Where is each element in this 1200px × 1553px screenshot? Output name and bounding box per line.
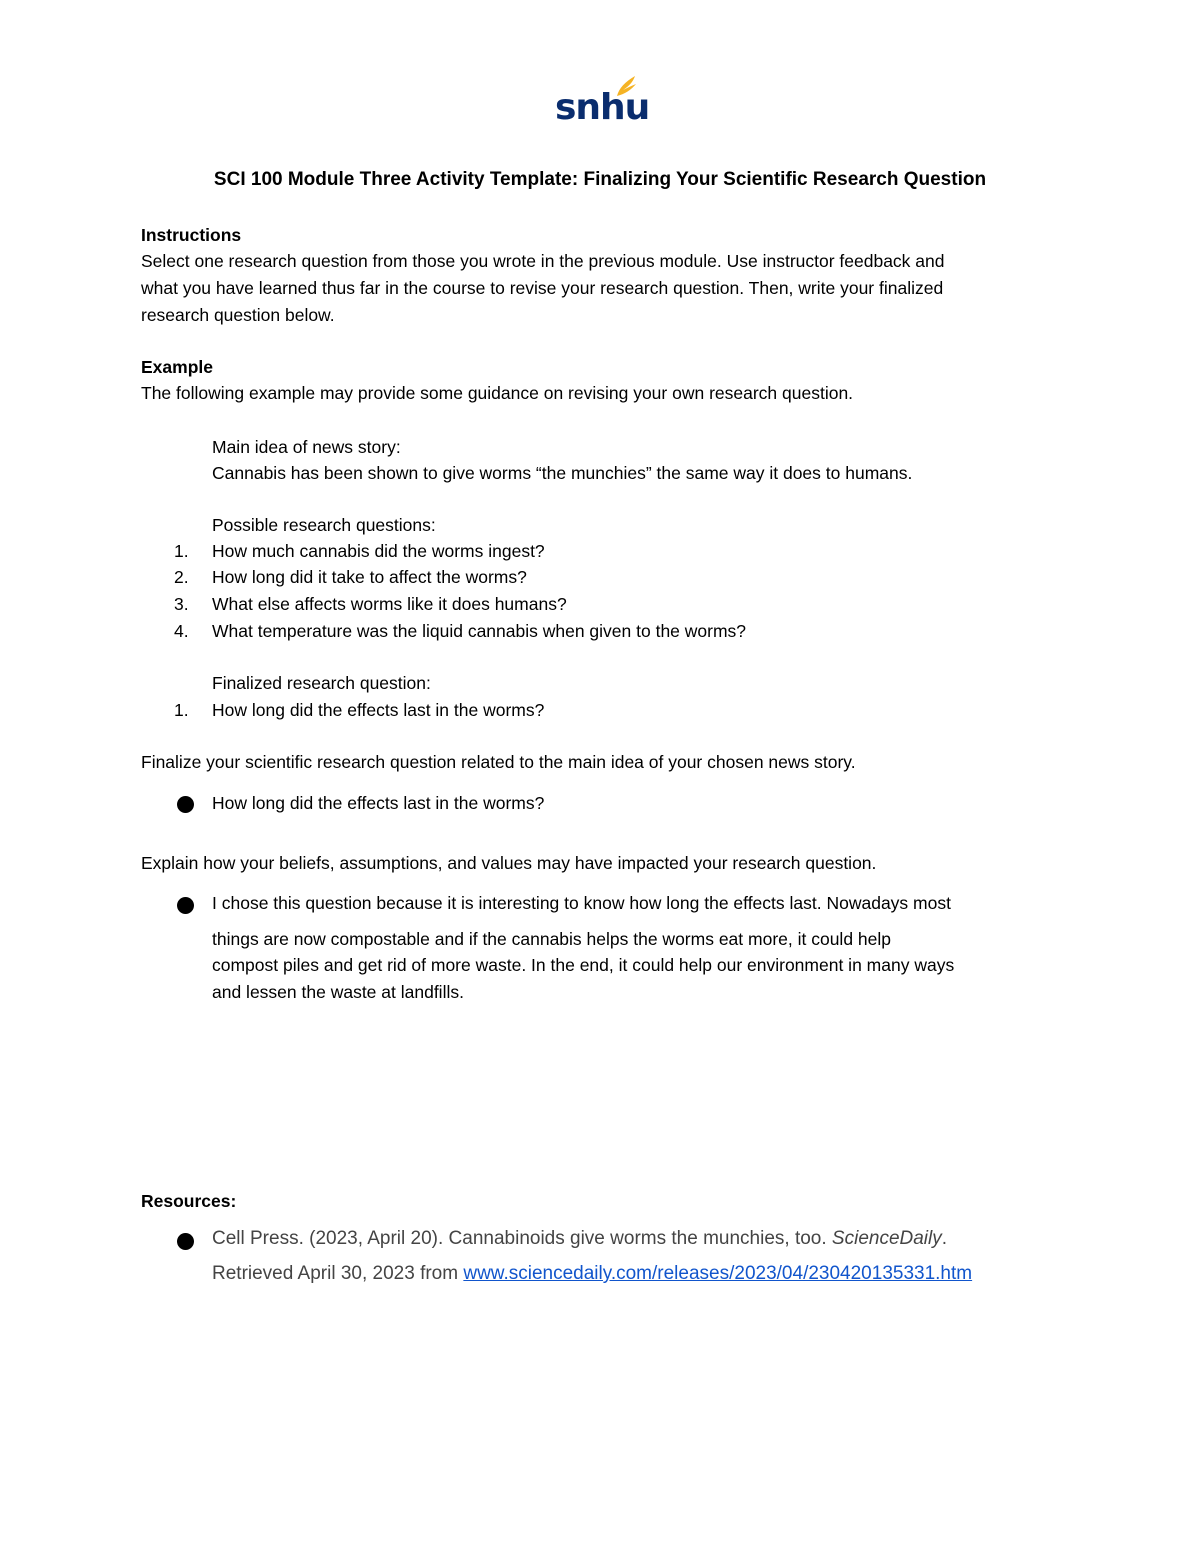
example-intro: The following example may provide some guidance on revising your own research question.	[141, 383, 854, 403]
explain-prompt: Explain how your beliefs, assumptions, and values may have impacted your research question.	[141, 853, 877, 873]
list-number: 1.	[174, 541, 189, 561]
example-heading: Example	[141, 357, 213, 377]
possible-questions-label: Possible research questions:	[212, 515, 436, 535]
explain-answer-line: compost piles and get rid of more waste. In the end, it could help our environment in many ways	[212, 955, 955, 975]
page-title: SCI 100 Module Three Activity Template: Finalizing Your Scientific Research Question	[213, 169, 987, 190]
instructions-line: research question below.	[141, 305, 335, 325]
bullet-icon	[177, 897, 194, 914]
list-number: 1.	[174, 700, 189, 720]
resources-heading: Resources:	[141, 1191, 237, 1211]
citation-retrieved: Retrieved April 30, 2023 from	[212, 1263, 464, 1284]
citation-text: Cell Press. (2023, April 20). Cannabinoids give worms the munchies, too.	[212, 1228, 832, 1249]
main-idea-text: Cannabis has been shown to give worms “the munchies” the same way it does to humans.	[212, 463, 913, 483]
list-item: How long did it take to affect the worms?	[212, 567, 527, 587]
main-idea-label: Main idea of news story:	[212, 437, 401, 457]
citation-journal: ScienceDaily	[831, 1228, 942, 1249]
citation-line-2	[212, 1257, 1092, 1291]
list-number: 4.	[174, 621, 189, 641]
instructions-line: Select one research question from those you wrote in the previous module. Use instructor feedback and	[141, 251, 945, 271]
bullet-icon	[177, 1233, 194, 1250]
explain-answer-line: and lessen the waste at landfills.	[212, 982, 464, 1002]
list-item: What temperature was the liquid cannabis when given to the worms?	[212, 621, 747, 641]
list-number: 2.	[174, 567, 189, 587]
citation-line-1	[212, 1222, 1092, 1256]
list-item: How much cannabis did the worms ingest?	[212, 541, 545, 561]
list-number: 3.	[174, 594, 189, 614]
snhu-logo	[555, 74, 650, 134]
list-item: How long did the effects last in the worms?	[212, 700, 545, 720]
bullet-icon	[177, 796, 194, 813]
citation-link[interactable]: www.sciencedaily.com/releases/2023/04/230420135331.htm	[463, 1263, 973, 1284]
citation-period: .	[941, 1228, 948, 1249]
logo-wordmark: snhu	[555, 87, 650, 128]
explain-answer-line: things are now compostable and if the cannabis helps the worms eat more, it could help	[212, 929, 891, 949]
finalize-prompt: Finalize your scientific research question related to the main idea of your chosen news story.	[141, 752, 856, 772]
list-item: What else affects worms like it does humans?	[212, 594, 567, 614]
instructions-heading: Instructions	[141, 225, 242, 245]
finalize-answer: How long did the effects last in the worms?	[212, 793, 545, 813]
explain-answer-line: I chose this question because it is interesting to know how long the effects last. Nowadays most	[212, 893, 951, 913]
finalized-question-label: Finalized research question:	[212, 673, 431, 693]
instructions-line: what you have learned thus far in the course to revise your research question. Then, write your finalized	[141, 278, 944, 298]
